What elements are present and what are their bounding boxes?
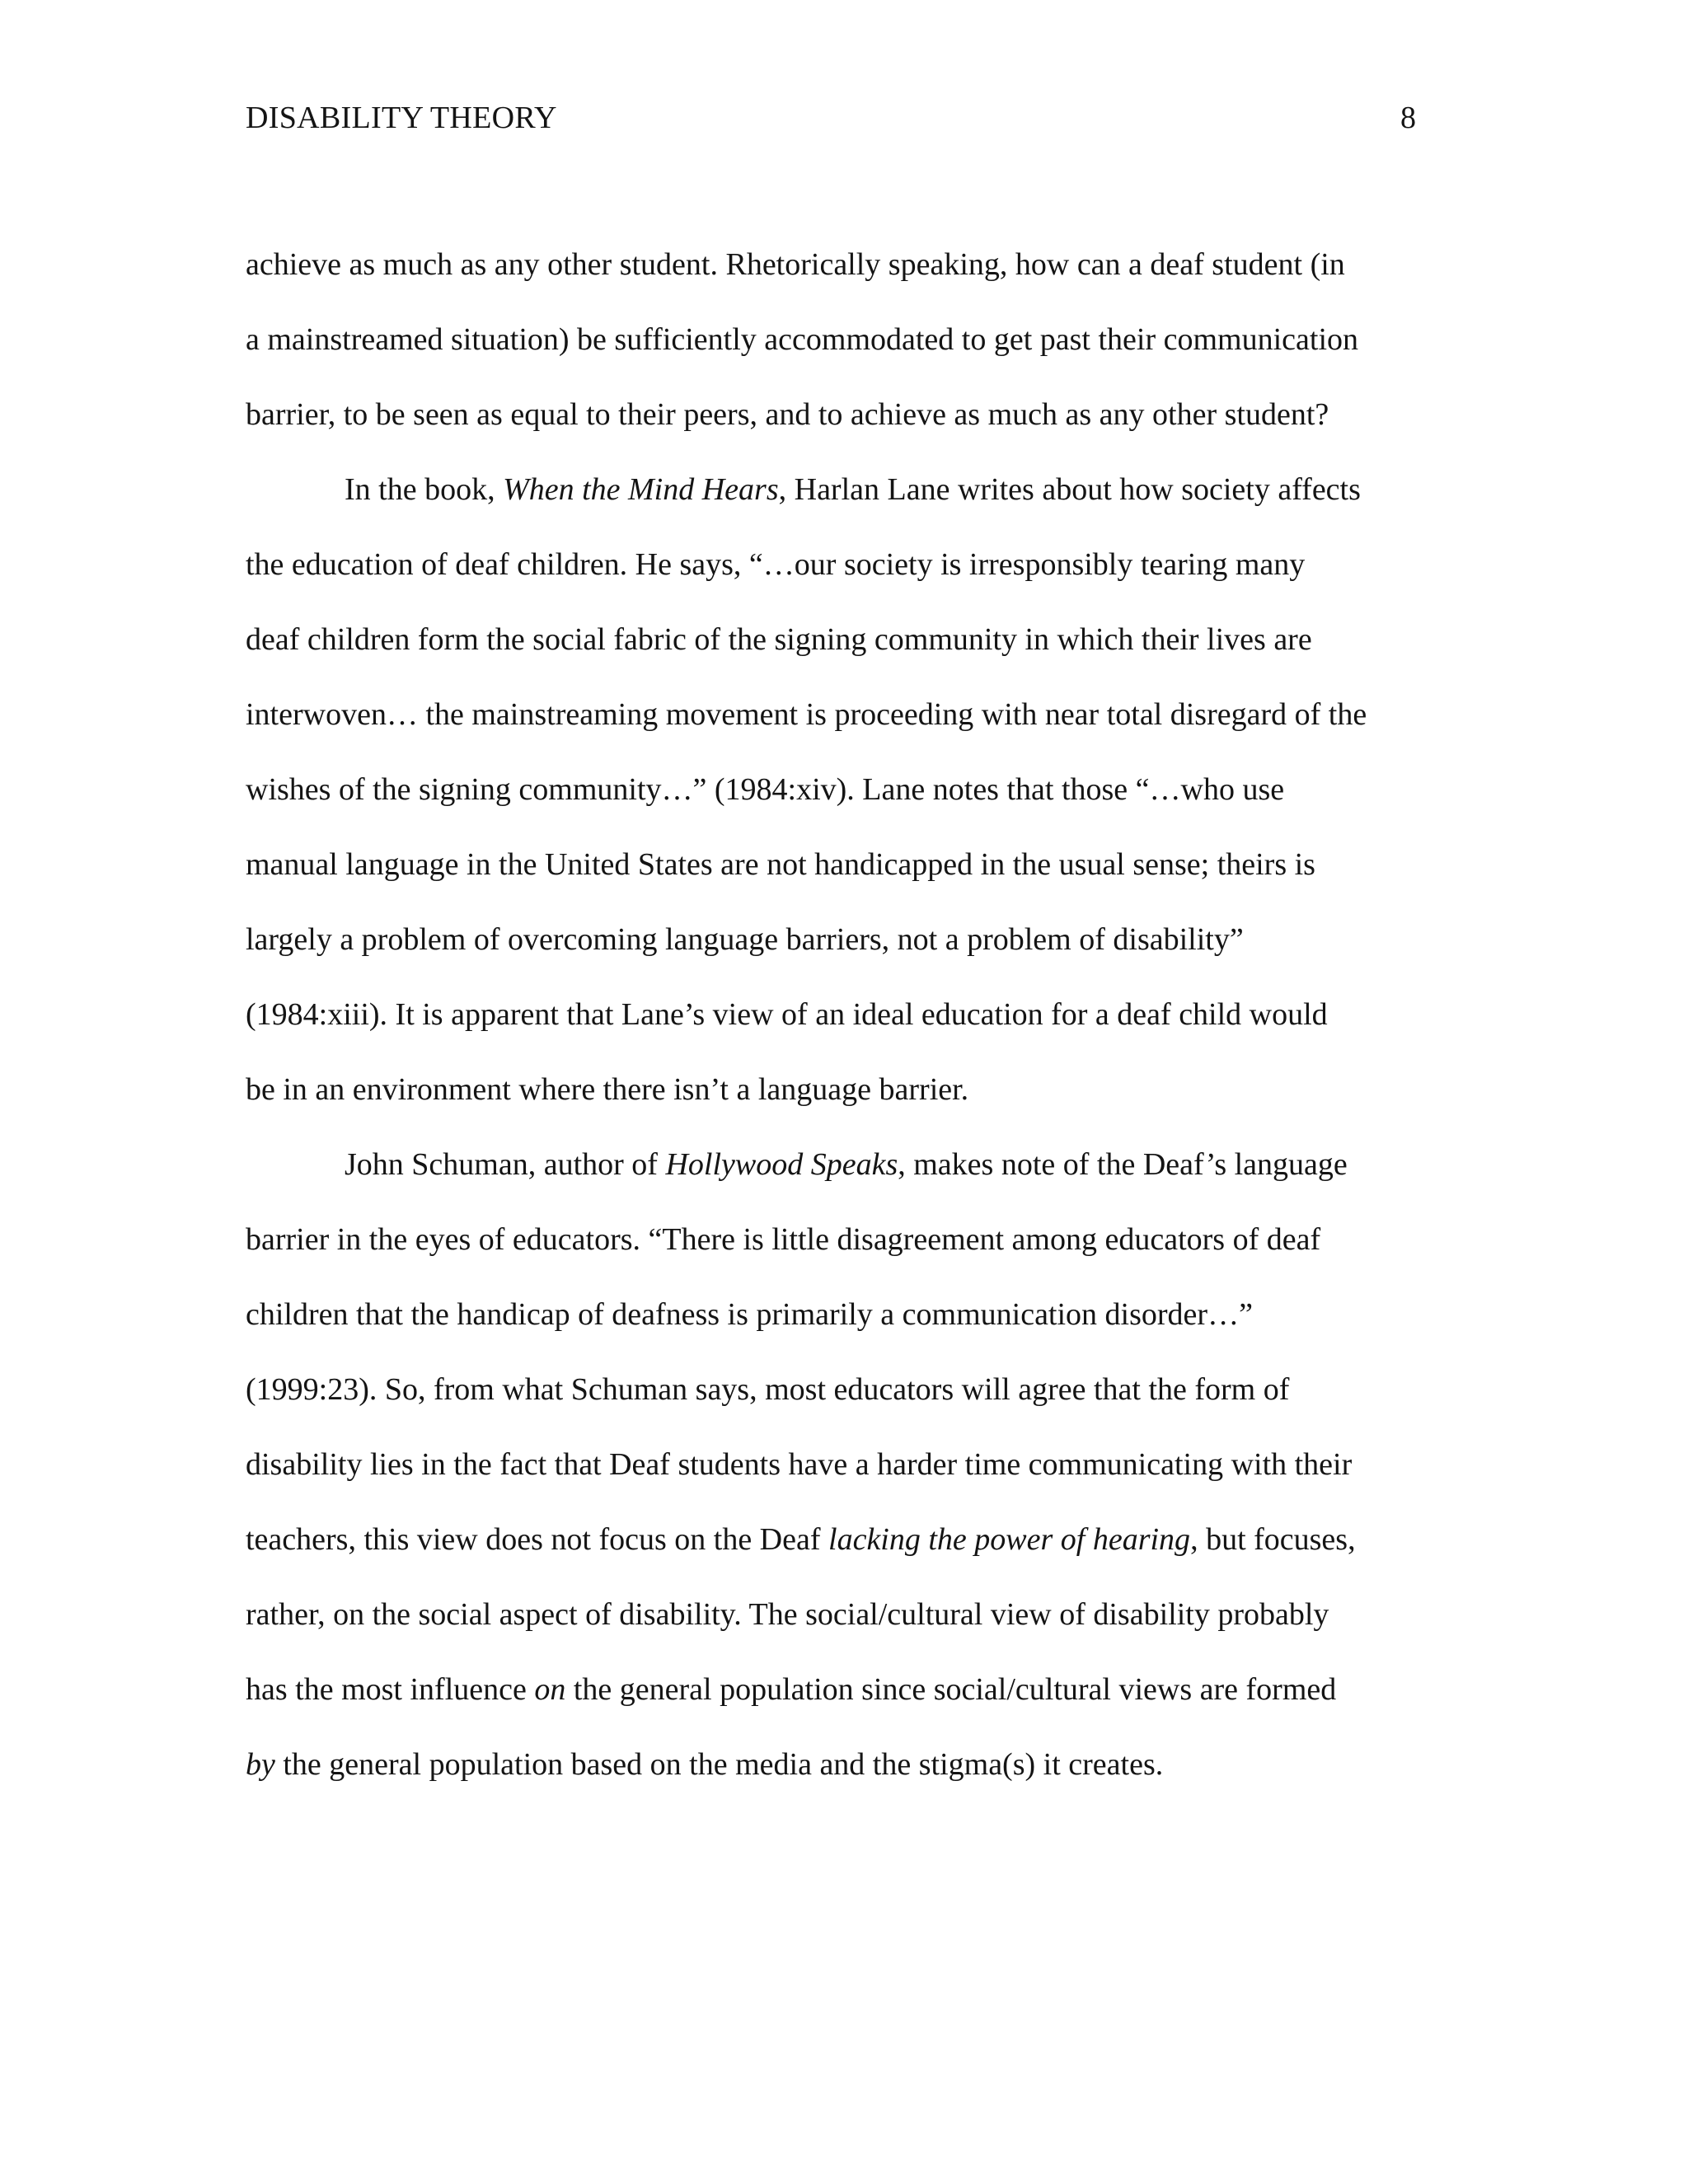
- paragraph-2-line-4: interwoven… the mainstreaming movement is proceeding with near total disregard of the: [246, 697, 1367, 732]
- paragraph-3-line-6: [246, 1519, 1356, 1560]
- page-number: 8: [1400, 101, 1416, 135]
- paragraph-2-line-6: manual language in the United States are not handicapped in the usual sense; theirs is: [246, 847, 1315, 882]
- text-segment: , but focuses,: [1190, 1522, 1356, 1557]
- paragraph-1-line-1: achieve as much as any other student. Rhetorically speaking, how can a deaf student (in: [246, 247, 1345, 282]
- running-head: DISABILITY THEORY: [246, 101, 557, 135]
- paragraph-3-line-9: [246, 1744, 1163, 1785]
- text-segment: John Schuman, author of: [345, 1147, 666, 1182]
- text-segment: , Harlan Lane writes about how society affects: [778, 472, 1361, 507]
- paragraph-2-line-8: (1984:xiii). It is apparent that Lane’s view of an ideal education for a deaf child would: [246, 997, 1328, 1032]
- book-title-hollywood-speaks: Hollywood Speaks: [665, 1147, 898, 1182]
- paragraph-2-line-9: be in an environment where there isn’t a language barrier.: [246, 1072, 969, 1107]
- paragraph-3-line-3: children that the handicap of deafness is primarily a communication disorder…”: [246, 1297, 1253, 1332]
- paragraph-3-line-1: [345, 1144, 1348, 1185]
- paragraph-3-line-8: [246, 1669, 1336, 1710]
- paragraph-2-line-7: largely a problem of overcoming language barriers, not a problem of disability”: [246, 922, 1244, 957]
- emphasis-lacking-the-power-of-hearing: lacking the power of hearing: [828, 1522, 1191, 1557]
- text-segment: has the most influence: [246, 1672, 535, 1707]
- paragraph-3-line-4: (1999:23). So, from what Schuman says, most educators will agree that the form of: [246, 1372, 1290, 1407]
- paragraph-1-line-2: a mainstreamed situation) be sufficiently accommodated to get past their communication: [246, 322, 1359, 357]
- paragraph-2-line-5: wishes of the signing community…” (1984:xiv). Lane notes that those “…who use: [246, 772, 1285, 807]
- text-segment: the general population based on the media and the stigma(s) it creates.: [274, 1747, 1164, 1782]
- emphasis-by: by: [246, 1747, 275, 1782]
- emphasis-on: on: [534, 1672, 566, 1707]
- paragraph-3-line-7: rather, on the social aspect of disability. The social/cultural view of disability probably: [246, 1597, 1329, 1632]
- paragraph-2-line-3: deaf children form the social fabric of the signing community in which their lives are: [246, 622, 1312, 657]
- text-segment: In the book,: [345, 472, 504, 507]
- text-segment: , makes note of the Deaf’s language: [898, 1147, 1348, 1182]
- paragraph-3-line-2: barrier in the eyes of educators. “There is little disagreement among educators of deaf: [246, 1222, 1321, 1257]
- text-segment: teachers, this view does not focus on the Deaf: [246, 1522, 829, 1557]
- book-title-when-the-mind-hears: When the Mind Hears: [503, 472, 779, 507]
- paragraph-3-line-5: disability lies in the fact that Deaf students have a harder time communicating with their: [246, 1447, 1353, 1482]
- paragraph-1-line-3: barrier, to be seen as equal to their peers, and to achieve as much as any other student?: [246, 397, 1329, 432]
- paragraph-2-line-2: the education of deaf children. He says, “…our society is irresponsibly tearing many: [246, 547, 1306, 582]
- paragraph-2-line-1: [345, 469, 1361, 510]
- text-segment: the general population since social/cultural views are formed: [565, 1672, 1337, 1707]
